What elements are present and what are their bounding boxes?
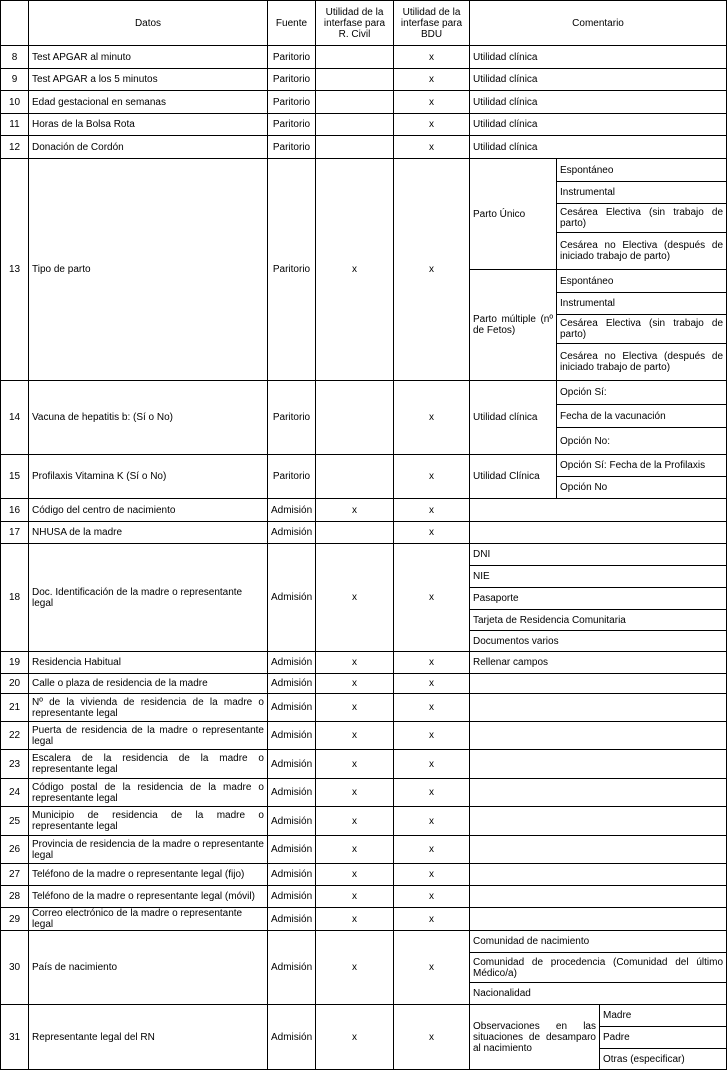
row-rcivil — [316, 136, 394, 159]
row-bdu: x — [394, 674, 470, 694]
header-row — [1, 1, 727, 46]
row-fuente: Paritorio — [268, 114, 316, 136]
row-bdu: x — [394, 522, 470, 544]
row-number: 15 — [1, 455, 29, 499]
sub-option: Instrumental — [557, 182, 727, 204]
row-number: 16 — [1, 499, 29, 522]
row-bdu: x — [394, 114, 470, 136]
table-row — [1, 931, 727, 953]
sub-option: Opción No — [557, 477, 727, 499]
table-row — [1, 674, 727, 694]
sub-option: DNI — [470, 544, 727, 566]
row-number: 11 — [1, 114, 29, 136]
row-comentario: Observaciones en las situaciones de desamparo al nacimiento — [470, 1005, 600, 1070]
row-bdu: x — [394, 750, 470, 779]
table-row — [1, 522, 727, 544]
row-rcivil — [316, 114, 394, 136]
sub-option: Pasaporte — [470, 588, 727, 610]
sub-option: Cesárea Electiva (sin trabajo de parto) — [557, 204, 727, 233]
row-bdu: x — [394, 46, 470, 69]
row-comentario: Utilidad Clínica — [470, 455, 557, 499]
row-rcivil — [316, 381, 394, 455]
sub-option: Madre — [600, 1005, 727, 1027]
row-bdu: x — [394, 455, 470, 499]
sub-option: Nacionalidad — [470, 983, 727, 1005]
row-number: 9 — [1, 69, 29, 91]
row-comentario — [470, 674, 727, 694]
sub-option: Comunidad de procedencia (Comunidad del último Médico/a) — [470, 953, 727, 983]
row-number: 24 — [1, 779, 29, 807]
row-fuente: Admisión — [268, 864, 316, 886]
sub-option: Documentos varios — [470, 631, 727, 652]
row-bdu: x — [394, 836, 470, 864]
row-number: 8 — [1, 46, 29, 69]
row-bdu: x — [394, 779, 470, 807]
table-row — [1, 1005, 727, 1027]
row-rcivil: x — [316, 931, 394, 1005]
sub-option: Fecha de la vacunación — [557, 405, 727, 428]
row-number: 26 — [1, 836, 29, 864]
row-fuente: Admisión — [268, 836, 316, 864]
row-bdu: x — [394, 499, 470, 522]
table-row — [1, 886, 727, 908]
table-row — [1, 159, 727, 182]
table-row — [1, 91, 727, 114]
row-fuente: Admisión — [268, 694, 316, 722]
row-comentario: Utilidad clínica — [470, 69, 727, 91]
row-comentario — [470, 779, 727, 807]
table-row — [1, 455, 727, 477]
row-fuente: Admisión — [268, 522, 316, 544]
row-comentario — [470, 750, 727, 779]
row-fuente: Admisión — [268, 750, 316, 779]
table-row — [1, 544, 727, 566]
table-row — [1, 136, 727, 159]
row-dato: Provincia de residencia de la madre o representante legal — [29, 836, 268, 864]
row-comentario: Utilidad clínica — [470, 114, 727, 136]
row-comentario: Utilidad clínica — [470, 91, 727, 114]
row-number: 23 — [1, 750, 29, 779]
row-dato: Escalera de la residencia de la madre o representante legal — [29, 750, 268, 779]
row-rcivil: x — [316, 807, 394, 836]
table-row — [1, 499, 727, 522]
row-rcivil: x — [316, 864, 394, 886]
table-row — [1, 694, 727, 722]
row-rcivil: x — [316, 1005, 394, 1070]
row-comentario: Utilidad clínica — [470, 136, 727, 159]
row-rcivil — [316, 46, 394, 69]
row-bdu: x — [394, 91, 470, 114]
row-dato: Horas de la Bolsa Rota — [29, 114, 268, 136]
table-row — [1, 69, 727, 91]
row-rcivil — [316, 522, 394, 544]
table-row — [1, 750, 727, 779]
row-bdu: x — [394, 136, 470, 159]
row-comentario — [470, 886, 727, 908]
row-rcivil: x — [316, 159, 394, 381]
row-dato: Profilaxis Vitamina K (Sí o No) — [29, 455, 268, 499]
row-number: 18 — [1, 544, 29, 652]
row-fuente: Admisión — [268, 499, 316, 522]
row-fuente: Admisión — [268, 908, 316, 931]
row-number: 28 — [1, 886, 29, 908]
row-fuente: Admisión — [268, 674, 316, 694]
row-fuente: Paritorio — [268, 69, 316, 91]
row-rcivil — [316, 455, 394, 499]
row-dato: Correo electrónico de la madre o representante legal — [29, 908, 268, 931]
header-bdu: Utilidad de la interfase para BDU — [394, 1, 470, 46]
sub-option: Cesárea Electiva (sin trabajo de parto) — [557, 315, 727, 344]
sub-option: Tarjeta de Residencia Comunitaria — [470, 610, 727, 631]
row-dato: Nº de la vivienda de residencia de la madre o representante legal — [29, 694, 268, 722]
row-dato: País de nacimiento — [29, 931, 268, 1005]
table-row — [1, 836, 727, 864]
header-datos: Datos — [29, 1, 268, 46]
row-dato: Test APGAR al minuto — [29, 46, 268, 69]
sub-option: Instrumental — [557, 293, 727, 315]
parto-unico-label: Parto Único — [470, 159, 557, 270]
row-dato: Tipo de parto — [29, 159, 268, 381]
row-fuente: Paritorio — [268, 455, 316, 499]
sub-option: Opción No: — [557, 428, 727, 455]
row-bdu: x — [394, 1005, 470, 1070]
row-dato: Doc. Identificación de la madre o representante legal — [29, 544, 268, 652]
row-number: 31 — [1, 1005, 29, 1070]
row-dato: Municipio de residencia de la madre o representante legal — [29, 807, 268, 836]
header-rcivil: Utilidad de la interfase para R. Civil — [316, 1, 394, 46]
sub-option: Padre — [600, 1027, 727, 1049]
header-comentario: Comentario — [470, 1, 727, 46]
row-number: 20 — [1, 674, 29, 694]
row-comentario — [470, 807, 727, 836]
row-rcivil: x — [316, 544, 394, 652]
row-fuente: Paritorio — [268, 136, 316, 159]
row-rcivil — [316, 69, 394, 91]
row-dato: Teléfono de la madre o representante legal (fijo) — [29, 864, 268, 886]
sub-option: Cesárea no Electiva (después de iniciado trabajo de parto) — [557, 344, 727, 381]
sub-option: Opción Sí: Fecha de la Profilaxis — [557, 455, 727, 477]
row-comentario — [470, 499, 727, 522]
row-bdu: x — [394, 69, 470, 91]
row-rcivil: x — [316, 779, 394, 807]
row-fuente: Paritorio — [268, 381, 316, 455]
table-row — [1, 864, 727, 886]
row-number: 25 — [1, 807, 29, 836]
row-dato: Teléfono de la madre o representante legal (móvil) — [29, 886, 268, 908]
table-row — [1, 381, 727, 405]
sub-option: Espontáneo — [557, 159, 727, 182]
row-rcivil: x — [316, 908, 394, 931]
row-rcivil: x — [316, 750, 394, 779]
row-comentario — [470, 694, 727, 722]
row-number: 27 — [1, 864, 29, 886]
row-dato: Calle o plaza de residencia de la madre — [29, 674, 268, 694]
table-row — [1, 46, 727, 69]
row-rcivil: x — [316, 722, 394, 750]
row-number: 13 — [1, 159, 29, 381]
header-fuente: Fuente — [268, 1, 316, 46]
row-bdu: x — [394, 807, 470, 836]
table-row — [1, 652, 727, 674]
row-fuente: Admisión — [268, 722, 316, 750]
row-fuente: Paritorio — [268, 46, 316, 69]
row-dato: Donación de Cordón — [29, 136, 268, 159]
row-bdu: x — [394, 908, 470, 931]
row-number: 29 — [1, 908, 29, 931]
header-number — [1, 1, 29, 46]
row-comentario — [470, 522, 727, 544]
row-rcivil: x — [316, 886, 394, 908]
row-bdu: x — [394, 652, 470, 674]
row-comentario — [470, 722, 727, 750]
row-number: 30 — [1, 931, 29, 1005]
row-rcivil: x — [316, 499, 394, 522]
row-comentario — [470, 836, 727, 864]
row-comentario: Utilidad clínica — [470, 381, 557, 455]
row-comentario — [470, 864, 727, 886]
row-bdu: x — [394, 159, 470, 381]
row-fuente: Admisión — [268, 807, 316, 836]
row-rcivil — [316, 91, 394, 114]
row-fuente: Paritorio — [268, 91, 316, 114]
sub-option: Comunidad de nacimiento — [470, 931, 727, 953]
row-bdu: x — [394, 886, 470, 908]
row-dato: Residencia Habitual — [29, 652, 268, 674]
sub-option: Opción Sí: — [557, 381, 727, 405]
sub-option: Espontáneo — [557, 270, 727, 293]
table-row — [1, 807, 727, 836]
row-fuente: Paritorio — [268, 159, 316, 381]
row-number: 17 — [1, 522, 29, 544]
row-bdu: x — [394, 381, 470, 455]
row-rcivil: x — [316, 836, 394, 864]
row-fuente: Admisión — [268, 779, 316, 807]
row-bdu: x — [394, 544, 470, 652]
row-fuente: Admisión — [268, 1005, 316, 1070]
row-number: 10 — [1, 91, 29, 114]
row-fuente: Admisión — [268, 544, 316, 652]
row-fuente: Admisión — [268, 931, 316, 1005]
row-rcivil: x — [316, 694, 394, 722]
row-number: 22 — [1, 722, 29, 750]
row-rcivil: x — [316, 674, 394, 694]
row-number: 14 — [1, 381, 29, 455]
row-fuente: Admisión — [268, 652, 316, 674]
row-dato: Código del centro de nacimiento — [29, 499, 268, 522]
row-dato: Código postal de la residencia de la madre o representante legal — [29, 779, 268, 807]
sub-option: Cesárea no Electiva (después de iniciado trabajo de parto) — [557, 233, 727, 270]
row-rcivil: x — [316, 652, 394, 674]
row-dato: Edad gestacional en semanas — [29, 91, 268, 114]
row-dato: Representante legal del RN — [29, 1005, 268, 1070]
row-number: 21 — [1, 694, 29, 722]
row-comentario: Utilidad clínica — [470, 46, 727, 69]
row-dato: NHUSA de la madre — [29, 522, 268, 544]
row-comentario — [470, 908, 727, 931]
row-bdu: x — [394, 722, 470, 750]
table-row — [1, 114, 727, 136]
row-dato: Puerta de residencia de la madre o representante legal — [29, 722, 268, 750]
row-dato: Vacuna de hepatitis b: (Sí o No) — [29, 381, 268, 455]
parto-multiple-label: Parto múltiple (nº de Fetos) — [470, 270, 557, 381]
sub-option: NIE — [470, 566, 727, 588]
row-dato: Test APGAR a los 5 minutos — [29, 69, 268, 91]
row-bdu: x — [394, 864, 470, 886]
table-row — [1, 722, 727, 750]
row-number: 12 — [1, 136, 29, 159]
sub-option: Otras (especificar) — [600, 1049, 727, 1070]
row-bdu: x — [394, 694, 470, 722]
table-row — [1, 908, 727, 931]
table-row — [1, 779, 727, 807]
row-fuente: Admisión — [268, 886, 316, 908]
row-number: 19 — [1, 652, 29, 674]
row-bdu: x — [394, 931, 470, 1005]
row-comentario: Rellenar campos — [470, 652, 727, 674]
